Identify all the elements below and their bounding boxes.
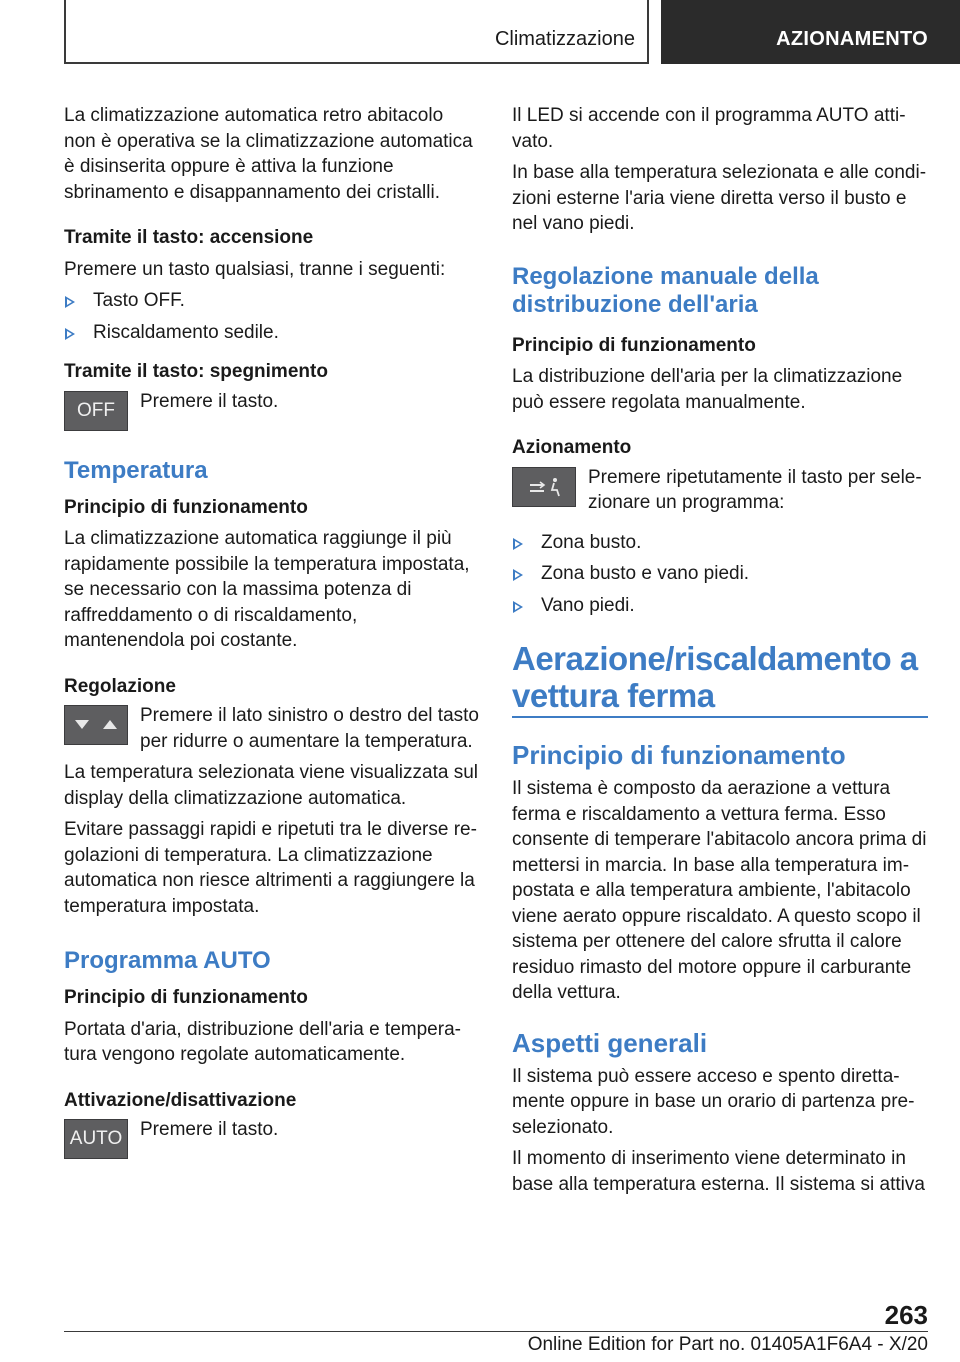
on-paragraph: Premere un tasto qualsiasi, tranne i seguenti: [64,258,446,280]
general-aspects-heading: Aspetti generali [512,1027,708,1058]
list-item: Zona busto. [512,530,928,556]
regulation-subheading: Regolazione [64,675,176,697]
regulation-paragraph-warning: Evitare passaggi rapidi e ripetuti tra le diverse regolazioni di temperatura. La climatizzazione automatica non riesce altrimenti a raggiungere la temperatura impostata. [64,819,477,917]
off-button-image: OFF [64,391,128,431]
list-item: Vano piedi. [512,593,928,619]
triangle-bullet-icon [513,538,523,550]
off-instruction-text: Premere il tasto. [140,390,279,412]
left-column [64,103,480,1165]
air-distribution-icon [526,476,562,498]
header-chapter-tab [661,0,960,64]
on-exception-list [64,288,480,345]
regulation-paragraph-display: La temperatura selezionata viene visualizzata sul display della climatizzazione automatica. [64,762,479,809]
triangle-bullet-icon [513,601,523,613]
header-chapter-title: AZIONAMENTO [776,28,928,50]
auto-button-image: AUTO [64,1119,128,1159]
operation-subheading: Azionamento [512,437,632,458]
led-paragraph: Il LED si accende con il programma AUTO attivato. [512,105,906,152]
auto-activation-instruction [64,1117,480,1159]
operation-instruction-text: Premere ripetutamente il tasto per selezionare un programma: [588,466,922,513]
off-instruction [64,389,480,431]
header-section-title: Climatizzazione [494,28,635,50]
manual-principle-paragraph: La distribuzione dell'aria per la climatizzazione può essere regolata manualmente. [512,366,903,413]
up-arrow-icon [103,720,117,730]
vent-principle-paragraph: Il sistema è composto da aerazione a vettura ferma e riscaldamento a vettura ferma. Esso consente di temperare l'abitacolo ancora prima di mettersi in marcia. In base alla temperatura impostata e alla temperatura ambiente, l'abitacolo viene aerato oppure riscaldato. A questo scopo il sistema per ottenere del calore sfrutta il calore residuo rimasto del motore oppure il carburante della vettura. [512,778,927,1003]
temperature-heading: Temperatura [64,456,208,484]
triangle-bullet-icon [65,296,75,308]
auto-program-heading: Programma AUTO [64,947,271,974]
off-subheading: Tramite il tasto: spegnimento [64,361,328,382]
list-item: Tasto OFF. [64,288,480,314]
temp-principle-subheading: Principio di funzionamento [64,496,308,518]
regulation-instruction-text: Premere il lato sinistro o destro del tasto per ridurre o aumentare la temperatura. [140,705,479,752]
program-list [512,530,928,619]
auto-principle-subheading: Principio di funzionamento [64,987,308,1008]
temperature-rocker-button-image [64,705,128,745]
temp-principle-paragraph: La climatizzazione automatica raggiunge il più rapidamente possibile la temperatura impostata, se necessario con la massima potenza di raffreddamento o di riscaldamento, mantenendola poi costante. [64,528,470,651]
footer-edition: Online Edition for Part no. 01405A1F6A4 - X/20 [527,1334,928,1355]
ventilation-heading: Aerazione/riscaldamento a vettura ferma [512,640,918,714]
right-column [512,103,928,1203]
general-paragraph-2: Il momento di inserimento viene determinato in base alla temperatura esterna. Il sistema si attiva [512,1148,925,1195]
manual-distribution-heading: Regolazione manuale della distribuzione dell'aria [512,262,819,318]
general-paragraph: Il sistema può essere acceso e spento direttamente oppure in base un orario di partenza preselezionato. [512,1065,915,1138]
list-item: Zona busto e vano piedi. [512,561,928,587]
auto-activation-text: Premere il tasto. [140,1119,279,1140]
triangle-bullet-icon [513,569,523,581]
operation-instruction [512,465,928,516]
intro-paragraph: La climatizzazione automatica retro abitacolo non è operativa se la climatizzazione automatica è disinserita oppure è attiva la funzione sbrinamento e disappannamento dei cristalli. [64,105,473,203]
down-arrow-icon [75,720,89,730]
footer-rule [64,1331,928,1332]
air-distribution-button-image [512,467,576,507]
header-section-tab [64,0,649,64]
air-direction-paragraph: In base alla temperatura selezionata e alle condizioni esterne l'aria viene diretta verso il busto e nel vano piedi. [512,162,927,234]
auto-principle-paragraph: Portata d'aria, distribuzione dell'aria e temperatura vengono regolate automaticamente. [64,1018,461,1065]
heading-rule [512,716,928,718]
auto-activation-subheading: Attivazione/disattivazione [64,1089,297,1111]
triangle-bullet-icon [65,328,75,340]
list-item: Riscaldamento sedile. [64,320,480,346]
page-number: 263 [884,1300,928,1330]
regulation-instruction [64,703,480,754]
on-subheading: Tramite il tasto: accensione [64,227,314,248]
vent-principle-heading: Principio di funzionamento [512,740,846,770]
manual-principle-subheading: Principio di funzionamento [512,334,756,356]
